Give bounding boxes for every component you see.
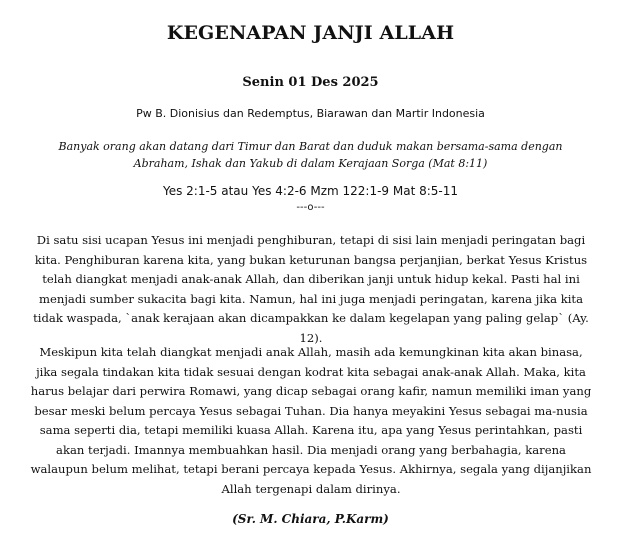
separator: ---o--- (296, 202, 325, 213)
feast-line: Pw B. Dionisius dan Redemptus, Biarawan dan Martir Indonesia (136, 107, 485, 120)
reflection-paragraph: Di satu sisi ucapan Yesus ini menjadi penghiburan, tetapi di sisi lain menjadi peringatan bagi kita. Penghiburan karena kita, yang bukan keturunan bangsa perjanjian, berkat Yesus Kristus telah diangkat menjadi anak-anak Allah, dan diberikan janji untuk hidup kekal. Pasti hal ini menjadi sumber sukacita bagi kita. Namun, hal ini juga menjadi peringatan, karena jika kita tidak waspada, `anak kerajaan akan dicampakkan ke dalam kegelapan yang paling gelap` (Ay. 12). (33, 233, 589, 345)
author-signature: (Sr. M. Chiara, P.Karm) (232, 512, 389, 526)
readings-line: Yes 2:1-5 atau Yes 4:2-6 Mzm 122:1-9 Mat 8:5-11 (162, 184, 459, 198)
reflection-paragraph: Meskipun kita telah diangkat menjadi anak Allah, masih ada kemungkinan kita akan binasa, jika segala tindakan kita tidak sesuai dengan kodrat kita sebagai anak-anak Allah. Maka, kita harus belajar dari perwira Romawi, yang dicap sebagai orang kafir, namun memiliki iman yang besar meski belum percaya Yesus sebagai Tuhan. Dia hanya meyakini Yesus sebagai ma-nusia sama seperti dia, tetapi memiliki kuasa Allah. Karena itu, apa yang Yesus perintahkan, pasti akan terjadi. Imannya membuahkan hasil. Dia menjadi orang yang berbahagia, karena walaupun belum melihat, tetapi berani percaya kepada Yesus. Akhirnya, segala yang dijanjikan Allah tergenapi dalam dirinya. (30, 345, 592, 496)
page-title: KEGENAPAN JANJI ALLAH (166, 22, 455, 44)
date-heading: Senin 01 Des 2025 (242, 75, 379, 90)
scripture-quote: Banyak orang akan datang dari Timur dan Barat dan duduk makan bersama-sama dengan Abraham, Ishak dan Yakub di dalam Kerajaan Sorga (Mat 8:11) (58, 140, 563, 170)
